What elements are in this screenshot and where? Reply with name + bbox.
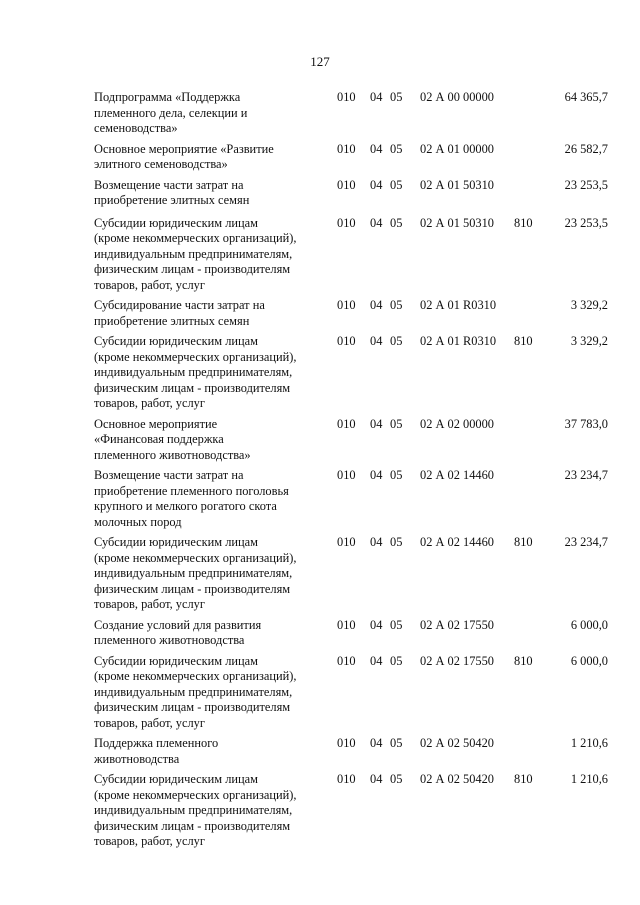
row-name: Поддержка племенного животноводства <box>94 736 219 766</box>
row-csr: 02 А 02 14460 <box>420 468 494 482</box>
row-sum: 6 000,0 <box>570 653 608 668</box>
row-vr: 810 <box>514 334 533 348</box>
row-name: Субсидии юридическим лицам (кроме некоммерческих организаций), индивидуальным предпринимателям, физическим лицам - производителям товаров, работ, услуг <box>94 535 297 611</box>
row-name: Субсидии юридическим лицам (кроме некоммерческих организаций), индивидуальным предпринимателям, физическим лицам - производителям товаров, работ, услуг <box>94 653 297 730</box>
row-rz: 04 <box>370 653 383 668</box>
row-rz: 04 <box>370 535 383 549</box>
row-ved: 010 <box>337 772 356 786</box>
row-csr: 02 А 01 R0310 <box>420 298 497 312</box>
table-row <box>94 736 614 767</box>
table-row <box>94 618 614 649</box>
row-rz: 04 <box>370 736 383 750</box>
row-pr: 05 <box>390 416 403 431</box>
row-sum: 3 329,2 <box>570 334 608 348</box>
row-name: Создание условий для развития племенного животноводства <box>94 617 262 647</box>
row-rz: 04 <box>370 416 383 431</box>
row-sum: 3 329,2 <box>570 298 608 312</box>
row-csr: 02 А 02 50420 <box>420 736 494 750</box>
table-row <box>94 417 614 464</box>
row-sum: 23 253,5 <box>564 215 608 230</box>
row-vr: 810 <box>514 215 533 230</box>
row-csr: 02 А 02 17550 <box>420 653 494 668</box>
table-row <box>94 535 614 613</box>
table-row <box>94 90 614 137</box>
row-name: Субсидирование части затрат на приобретение элитных семян <box>94 298 265 328</box>
row-name: Подпрограмма «Поддержка племенного дела, селекции и семеноводства» <box>94 90 248 135</box>
row-sum: 23 253,5 <box>564 177 608 192</box>
row-name: Основное мероприятие «Финансовая поддержка племенного животноводства» <box>94 416 251 462</box>
row-ved: 010 <box>337 215 356 230</box>
table-row <box>94 772 614 850</box>
row-name: Основное мероприятие «Развитие элитного семеноводства» <box>94 141 274 171</box>
row-rz: 04 <box>370 141 383 156</box>
row-rz: 04 <box>370 298 383 312</box>
row-vr: 810 <box>514 535 533 549</box>
row-name: Субсидии юридическим лицам (кроме некоммерческих организаций), индивидуальным предпринимателям, физическим лицам - производителям товаров, работ, услуг <box>94 334 297 410</box>
row-pr: 05 <box>390 298 403 312</box>
row-rz: 04 <box>370 177 383 192</box>
row-ved: 010 <box>337 416 356 431</box>
row-csr: 02 А 01 50310 <box>420 177 494 192</box>
row-pr: 05 <box>390 535 403 549</box>
row-pr: 05 <box>390 215 403 230</box>
row-sum: 64 365,7 <box>564 90 608 104</box>
row-sum: 26 582,7 <box>564 141 608 156</box>
table-row <box>94 178 614 209</box>
row-rz: 04 <box>370 617 383 632</box>
row-ved: 010 <box>337 177 356 192</box>
row-ved: 010 <box>337 617 356 632</box>
row-csr: 02 А 02 14460 <box>420 535 494 549</box>
row-sum: 1 210,6 <box>570 772 608 786</box>
row-csr: 02 А 01 00000 <box>420 141 494 156</box>
row-ved: 010 <box>337 90 356 104</box>
row-rz: 04 <box>370 334 383 348</box>
row-csr: 02 А 01 50310 <box>420 215 494 230</box>
row-csr: 02 А 02 00000 <box>420 416 494 431</box>
row-csr: 02 А 02 17550 <box>420 617 494 632</box>
table-row <box>94 142 614 173</box>
row-vr: 810 <box>514 653 533 668</box>
row-pr: 05 <box>390 90 403 104</box>
row-name: Возмещение части затрат на приобретение племенного поголовья крупного и мелкого рогатого скота молочных пород <box>94 468 289 529</box>
row-pr: 05 <box>390 736 403 750</box>
row-sum: 6 000,0 <box>570 617 608 632</box>
row-pr: 05 <box>390 617 403 632</box>
row-ved: 010 <box>337 298 356 312</box>
row-sum: 23 234,7 <box>564 468 608 482</box>
budget-table <box>94 90 614 850</box>
row-sum: 23 234,7 <box>564 535 608 549</box>
row-pr: 05 <box>390 772 403 786</box>
row-pr: 05 <box>390 653 403 668</box>
row-csr: 02 А 00 00000 <box>420 90 494 104</box>
row-csr: 02 А 02 50420 <box>420 772 494 786</box>
row-rz: 04 <box>370 90 383 104</box>
table-row <box>94 468 614 530</box>
table-row <box>94 654 614 732</box>
row-rz: 04 <box>370 215 383 230</box>
row-ved: 010 <box>337 141 356 156</box>
row-name: Субсидии юридическим лицам (кроме некоммерческих организаций), индивидуальным предпринимателям, физическим лицам - производителям товаров, работ, услуг <box>94 215 297 292</box>
row-name: Возмещение части затрат на приобретение элитных семян <box>94 177 250 207</box>
row-ved: 010 <box>337 535 356 549</box>
row-pr: 05 <box>390 177 403 192</box>
row-ved: 010 <box>337 653 356 668</box>
row-rz: 04 <box>370 772 383 786</box>
row-pr: 05 <box>390 334 403 348</box>
row-rz: 04 <box>370 468 383 482</box>
row-pr: 05 <box>390 468 403 482</box>
row-sum: 37 783,0 <box>564 416 608 431</box>
table-row <box>94 298 614 329</box>
row-ved: 010 <box>337 468 356 482</box>
row-ved: 010 <box>337 334 356 348</box>
page-number: 127 <box>310 54 330 69</box>
row-vr: 810 <box>514 772 533 786</box>
table-row <box>94 334 614 412</box>
row-name: Субсидии юридическим лицам (кроме некоммерческих организаций), индивидуальным предпринимателям, физическим лицам - производителям товаров, работ, услуг <box>94 772 297 848</box>
row-csr: 02 А 01 R0310 <box>420 334 497 348</box>
table-row <box>94 216 614 294</box>
row-pr: 05 <box>390 141 403 156</box>
row-ved: 010 <box>337 736 356 750</box>
row-sum: 1 210,6 <box>570 736 608 750</box>
